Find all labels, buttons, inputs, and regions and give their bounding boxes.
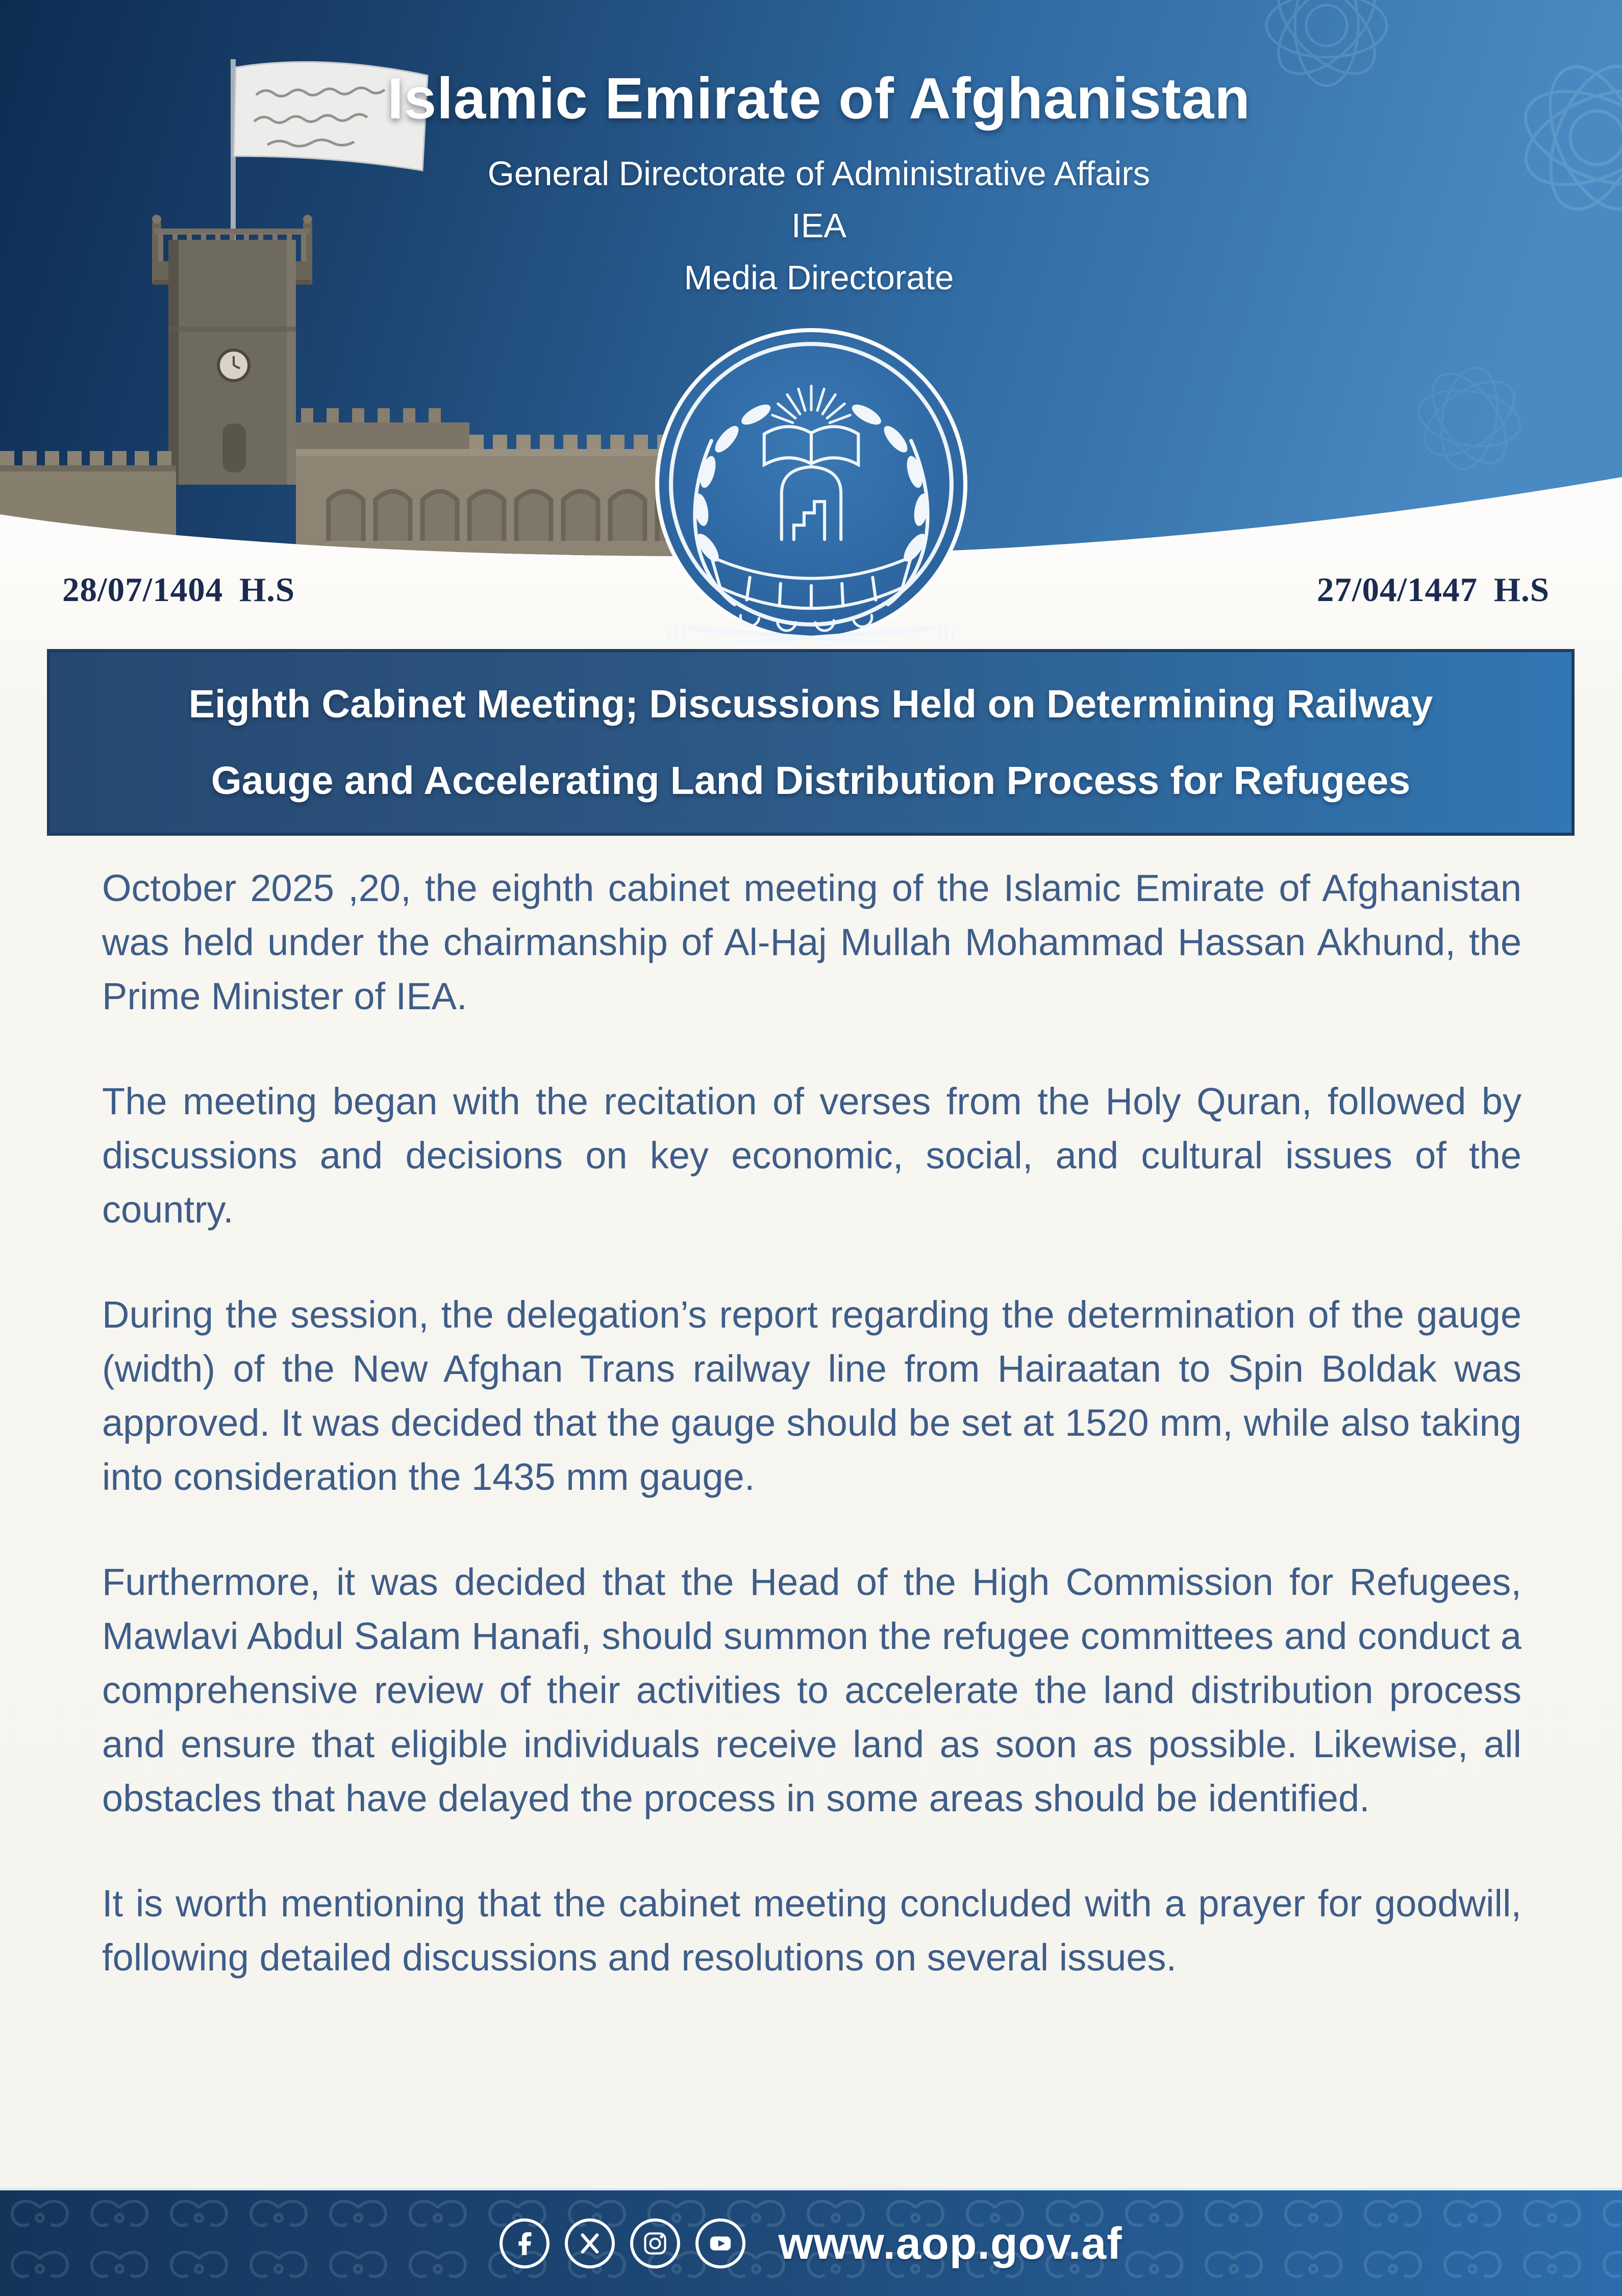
org-title: Islamic Emirate of Afghanistan xyxy=(387,66,1251,131)
headline-line1: Eighth Cabinet Meeting; Discussions Held on Determining Railway xyxy=(188,682,1433,726)
instagram-icon[interactable] xyxy=(630,2218,680,2268)
org-subtitle-directorate: General Directorate of Administrative Affairs xyxy=(487,155,1151,193)
headline-line2: Gauge and Accelerating Land Distribution Process for Refugees xyxy=(211,759,1411,803)
org-subtitle-media: Media Directorate xyxy=(684,259,954,297)
facebook-icon[interactable] xyxy=(500,2218,550,2268)
body-paragraph: During the session, the delegation’s report regarding the determination of the gauge (width) of the New Afghan Trans railway line from Hairaatan to Spin Boldak was approved. It was decided that the gauge should be set at 1520 mm, while also taking into consideration the 1435 mm gauge. xyxy=(102,1293,1521,1498)
headline-banner xyxy=(47,649,1575,836)
date-left: 28/07/1404 H.S xyxy=(62,571,295,609)
date-right: 27/04/1447 H.S xyxy=(1316,571,1550,609)
website-link[interactable]: www.aop.gov.af xyxy=(778,2217,1122,2268)
body-paragraph: October 2025 ,20, the eighth cabinet meeting of the Islamic Emirate of Afghanistan was held under the chairmanship of Al-Haj Mullah Mohammad Hassan Akhund, the Prime Minister of IEA. xyxy=(102,867,1521,1017)
article-body xyxy=(102,861,1521,1985)
header-text-block xyxy=(0,65,1622,303)
footer-content xyxy=(0,2190,1622,2296)
body-paragraph: It is worth mentioning that the cabinet meeting concluded with a prayer for goodwill, following detailed discussions and resolutions on several issues. xyxy=(102,1882,1521,1979)
body-paragraph: Furthermore, it was decided that the Head of the High Commission for Refugees, Mawlavi Abdul Salam Hanafi, should summon the refugee committees and conduct a comprehensive review of their activities to accelerate the land distribution process and ensure that eligible individuals receive land as soon as possible. Likewise, all obstacles that have delayed the process in some areas should be identified. xyxy=(102,1561,1521,1819)
youtube-icon[interactable] xyxy=(695,2218,745,2268)
body-paragraph: The meeting began with the recitation of verses from the Holy Quran, followed by discussions and decisions on key economic, social, and cultural issues of the country. xyxy=(102,1080,1521,1231)
x-icon[interactable] xyxy=(565,2218,615,2268)
footer-bar xyxy=(0,2188,1622,2296)
national-emblem xyxy=(653,326,970,643)
org-subtitle-iea: IEA xyxy=(791,207,846,245)
